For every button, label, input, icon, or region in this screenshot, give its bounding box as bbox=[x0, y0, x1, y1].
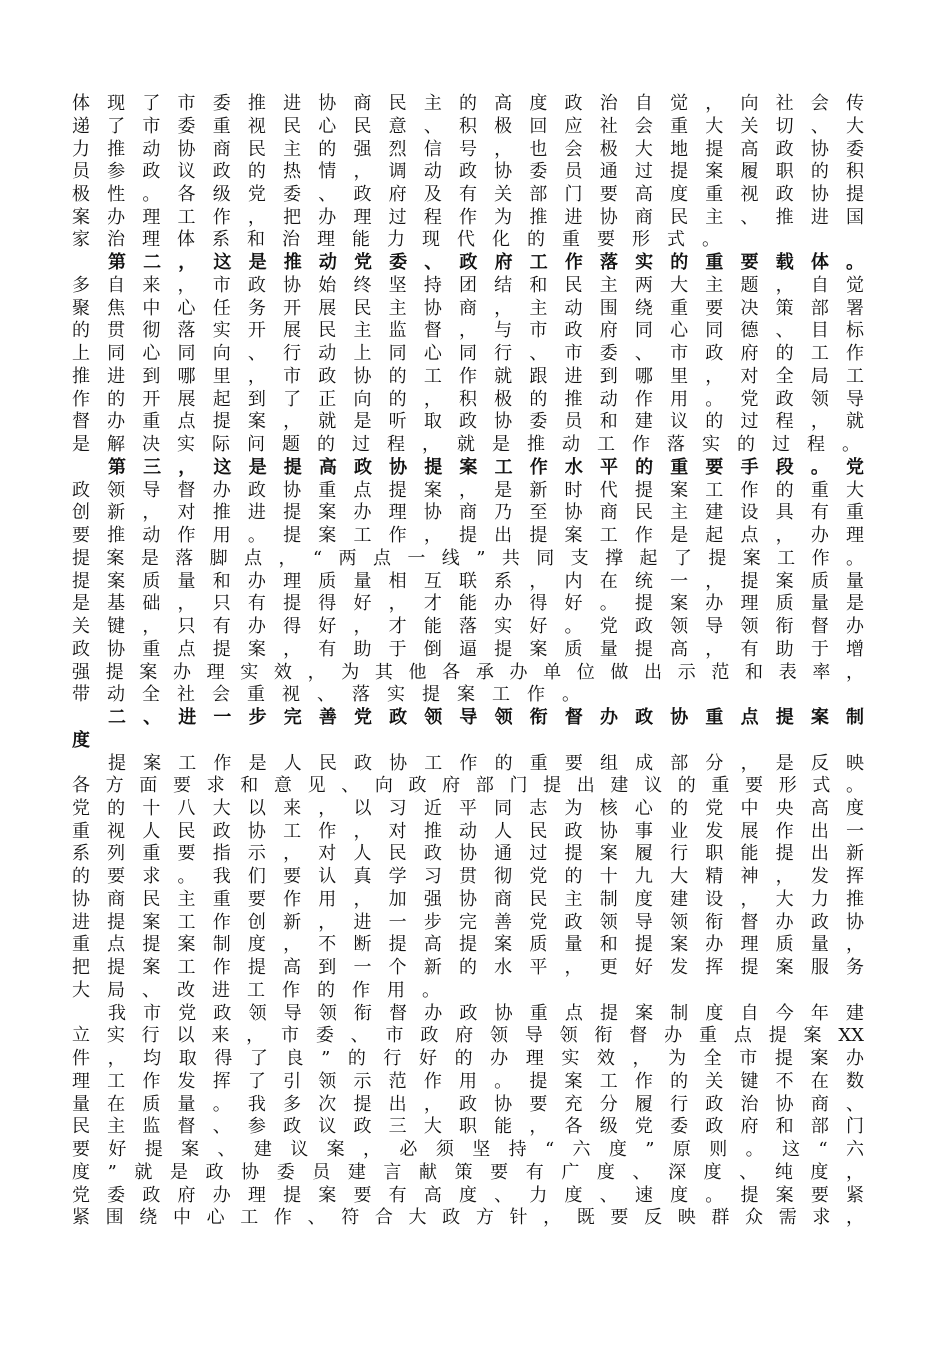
body-text-line: 家治理体系和治理能力现代化的重要形式。 bbox=[72, 229, 737, 251]
body-text-line: 提案工作是人民政协工作的重要组成部分，是反映 bbox=[108, 752, 864, 774]
body-text-line: 提案是落脚点，“两点一线”共同支撑起了提案工作。 bbox=[72, 547, 864, 569]
body-text-line: 多自来，市政协始终坚持团结和民主两大主题，自觉 bbox=[72, 274, 864, 296]
body-text-line: 民主监督、参政议政三大职能，各级党委政府和部门 bbox=[72, 1116, 864, 1138]
body-text-line: 的贯彻落实开展民主监督，与市政府同心同德、目标 bbox=[72, 320, 864, 342]
body-text-line: 带动全社会重视、落实提案工作。 bbox=[72, 684, 597, 706]
body-text-line: 上同心同向、行动上同心同行、市委、市政府的工作 bbox=[72, 343, 864, 365]
body-text-line: 各方面要求和意见、向政府部门提出建议的重要形式。 bbox=[72, 775, 864, 797]
body-text-line: 案办理工作，把办理过程作为推进协商民主、推进国 bbox=[72, 206, 864, 228]
body-text-line: 提案质量和办理质量相互联系，内在统一，提案质量 bbox=[72, 570, 864, 592]
body-text-line: 理工作发挥了引领示范作用。提案工作的关键不在数 bbox=[72, 1070, 864, 1092]
body-text-line: 把提案工作提高到一个新的水平，更好发挥提案服务 bbox=[72, 957, 864, 979]
body-text-line: 大局、改进工作的作用。 bbox=[72, 979, 457, 1001]
section-heading-line: 第二，这是推动党委、政府工作落实的重要载体。 bbox=[108, 252, 864, 274]
body-text-line: 体现了市委推进协商民主的高度政治自觉，向社会传 bbox=[72, 93, 864, 114]
body-text-line: 我市党政领导领衔督办政协重点提案制度自今年建 bbox=[108, 1002, 864, 1024]
body-text-line: 进提案工作创新，进一步完善党政领导领衔督办政协 bbox=[72, 911, 864, 933]
body-text-line: 督办重点提案，就是听取政协委员和建议的过程，就 bbox=[72, 411, 864, 433]
body-text-line: 重视人民政协工作，对推动人民政协事业发展作出一 bbox=[72, 820, 864, 842]
body-text-line: 推进到哪里，市政协的工作就跟进到哪里，对全局工 bbox=[72, 365, 864, 387]
body-text-line: 度”就是政协委员建言献策要有广度、深度、纯度， bbox=[72, 1161, 864, 1183]
body-text-line: 件，均取得了良”的行好的办理实效，为全市提案办 bbox=[72, 1048, 864, 1070]
body-text-line: 要推动作用。提案工作，提出提案工作是起点，办理 bbox=[72, 525, 864, 547]
body-text-line: 要好提案、建议案，必须坚持“六度”原则。这“六 bbox=[72, 1139, 864, 1160]
body-text-line: 创新，对推进提案办理协商乃至协商民主建设具有重 bbox=[72, 502, 864, 524]
body-text-line: 量在质量。我多次提出，政协要充分履行政治协商、 bbox=[72, 1093, 864, 1115]
body-text-line: 关键，只有办得好，才能落实好。党政领导领衔督办 bbox=[72, 616, 864, 637]
section-heading-line: 度 bbox=[72, 729, 107, 751]
body-text-line: 是解决实际问题的过程，就是推动工作落实的过程。 bbox=[72, 434, 877, 456]
body-text-line: 递了市委重视民心民意、积极回应社会重大关切、大 bbox=[72, 115, 864, 137]
body-text-line: 聚焦中心任务开展民主协商，主动围绕重要决策部署 bbox=[72, 297, 864, 319]
body-text-line: 协商民主重要作用，加强协商民主制度建设，大力推 bbox=[72, 888, 864, 910]
body-text-line: 员参政议政的热情，调动政协委员通过提案履职的积 bbox=[72, 161, 864, 183]
body-text-line: 作的开展起到了正向的，积极的推动作用。党政领导 bbox=[72, 388, 864, 410]
body-text-line: 政协重点提案，有助于倒逼提案质量提高，有助于增 bbox=[72, 638, 864, 660]
body-text-line: 极性。各级党委、政府及有关部门要高度重视政协提 bbox=[72, 184, 864, 205]
body-text-line: 重点提案制度，不断提高提案质量和提案办理质量， bbox=[72, 934, 864, 956]
body-text-line: 是基础，只有提得好，才能办得好。提案办理质量是 bbox=[72, 593, 864, 615]
body-text-line: 力推动协商民主的强烈信号，也会极大地提高政协委 bbox=[72, 138, 864, 160]
body-text-line: 党委政府办理提案要有高度、力度、速度。提案要紧 bbox=[72, 1184, 864, 1206]
body-text-line: 立实行以来，市委、市政府领导领衔督办重点提案XX bbox=[72, 1025, 864, 1047]
section-heading-line: 第三，这是提高政协提案工作水平的重要手段。党 bbox=[108, 456, 864, 478]
body-text-line: 系列重要指示，对人民政协通过提案履行职能提出新 bbox=[72, 843, 864, 865]
body-text-line: 党的十八大以来，以习近平同志为核心的党中央高度 bbox=[72, 797, 864, 819]
body-text-line: 紧围绕中心工作、符合大政方针，既要反映群众需求， bbox=[72, 1207, 864, 1229]
body-text-line: 政领导督办政协重点提案，是新时代提案工作的重大 bbox=[72, 479, 864, 501]
section-heading-line: 二、进一步完善党政领导领衔督办政协重点提案制 bbox=[108, 707, 864, 728]
body-text-line: 强提案办理实效，为其他各承办单位做出示范和表率， bbox=[72, 661, 864, 683]
body-text-line: 的要求。我们要认真学习贯彻党的十九大精神，发挥 bbox=[72, 866, 864, 888]
